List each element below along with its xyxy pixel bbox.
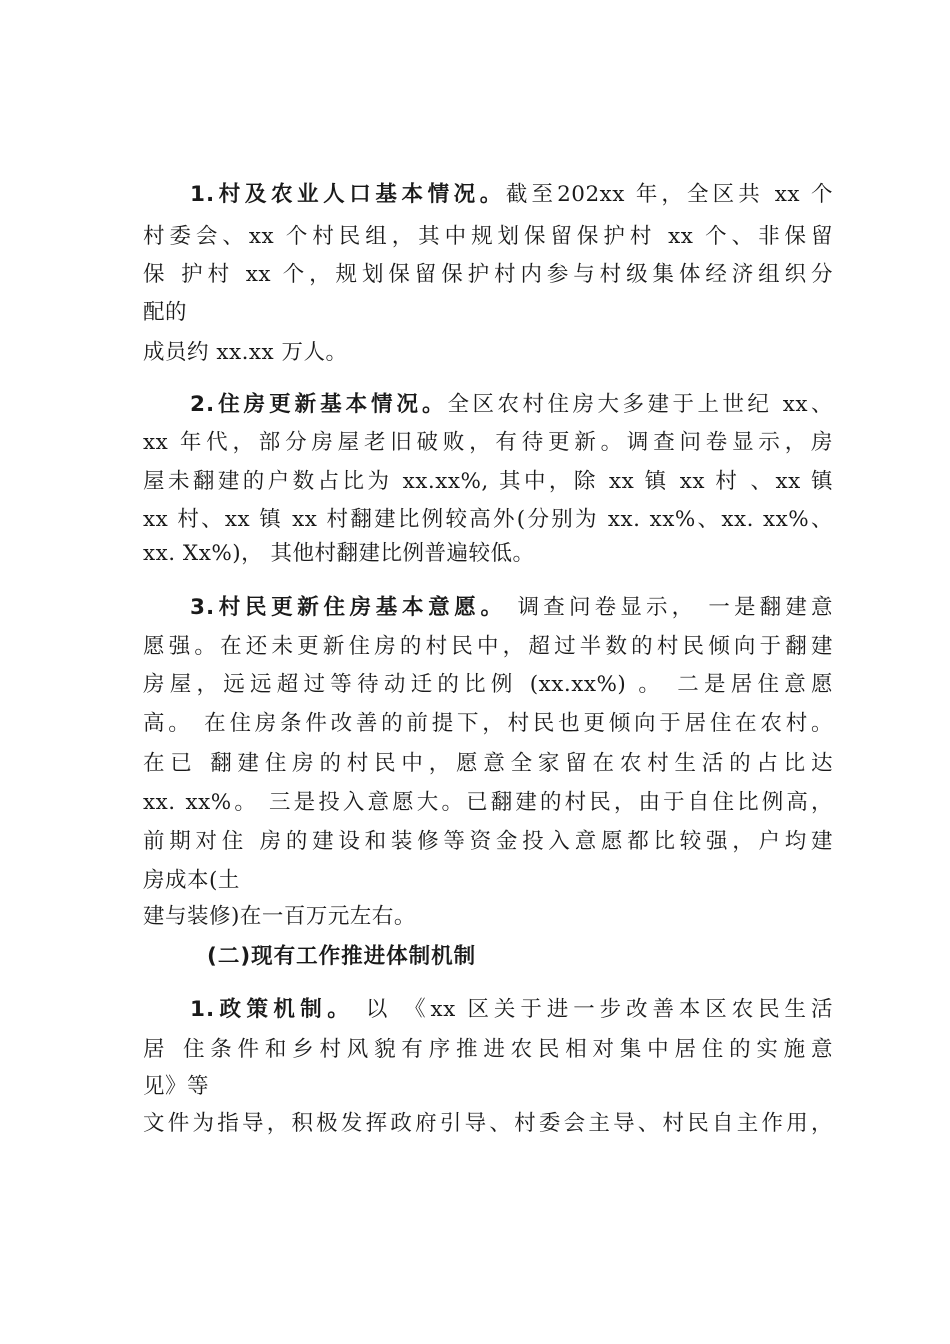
paragraph-heading: 3.村民更新住房基本意愿。	[190, 595, 507, 620]
section-title-text: (二)现有工作推进体制机制	[207, 944, 477, 969]
paragraph-line: 房屋，远远超过等待动迁的比例 (xx.xx%) 。 二是居住意愿	[143, 672, 833, 697]
paragraph-line: 文件为指导，积极发挥政府引导、村委会主导、村民自主作用，	[143, 1111, 833, 1136]
paragraph-line: 成员约 xx.xx 万人。	[143, 340, 348, 365]
paragraph-line	[190, 593, 833, 623]
paragraph-line: xx 村、xx 镇 xx 村翻建比例较高外(分别为 xx. xx%、xx. xx%、	[143, 507, 833, 532]
paragraph-line: 高。 在住房条件改善的前提下，村民也更倾向于居住在农村。	[143, 711, 833, 736]
paragraph-line: 房成本(土	[143, 868, 240, 893]
paragraph-line: xx 年代，部分房屋老旧破败，有待更新。调查问卷显示，房	[143, 430, 833, 455]
paragraph-text: 截至202xx 年，全区共 xx 个	[505, 182, 833, 207]
paragraph-text: 全区农村住房大多建于上世纪 xx、	[447, 392, 833, 417]
paragraph-line: 配的	[143, 300, 188, 325]
paragraph-line	[190, 180, 833, 210]
paragraph-text: 调查问卷显示， 一是翻建意	[506, 595, 833, 620]
paragraph-heading: 1.村及农业人口基本情况。	[190, 182, 506, 207]
paragraph-line: 见》等	[143, 1074, 210, 1099]
section-title	[207, 942, 833, 972]
paragraph-line: 村委会、xx 个村民组，其中规划保留保护村 xx 个、非保留	[143, 224, 833, 249]
paragraph-line	[190, 390, 833, 420]
paragraph-heading: 2.住房更新基本情况。	[190, 392, 448, 417]
paragraph-heading: 1.政策机制。	[190, 997, 355, 1022]
paragraph-line: 屋未翻建的户数占比为 xx.xx%, 其中，除 xx 镇 xx 村 、xx 镇	[143, 469, 833, 494]
paragraph-line: xx. xx%。 三是投入意愿大。已翻建的村民，由于自住比例高，	[143, 790, 833, 815]
paragraph-line: 在已 翻建住房的村民中，愿意全家留在农村生活的占比达	[143, 751, 833, 776]
paragraph-line: xx. Xx%)， 其他村翻建比例普遍较低。	[143, 541, 535, 566]
paragraph-line: 前期对住 房的建设和装修等资金投入意愿都比较强，户均建	[143, 829, 833, 854]
paragraph-line: 愿强。在还未更新住房的村民中，超过半数的村民倾向于翻建	[143, 634, 833, 659]
paragraph-line: 保 护村 xx 个，规划保留保护村内参与村级集体经济组织分	[143, 262, 833, 287]
paragraph-line: 建与装修)在一百万元左右。	[143, 904, 416, 929]
paragraph-line	[190, 995, 833, 1025]
paragraph-line: 居 住条件和乡村风貌有序推进农民相对集中居住的实施意	[143, 1037, 833, 1062]
paragraph-text: 以 《xx 区关于进一步改善本区农民生活	[354, 997, 833, 1022]
